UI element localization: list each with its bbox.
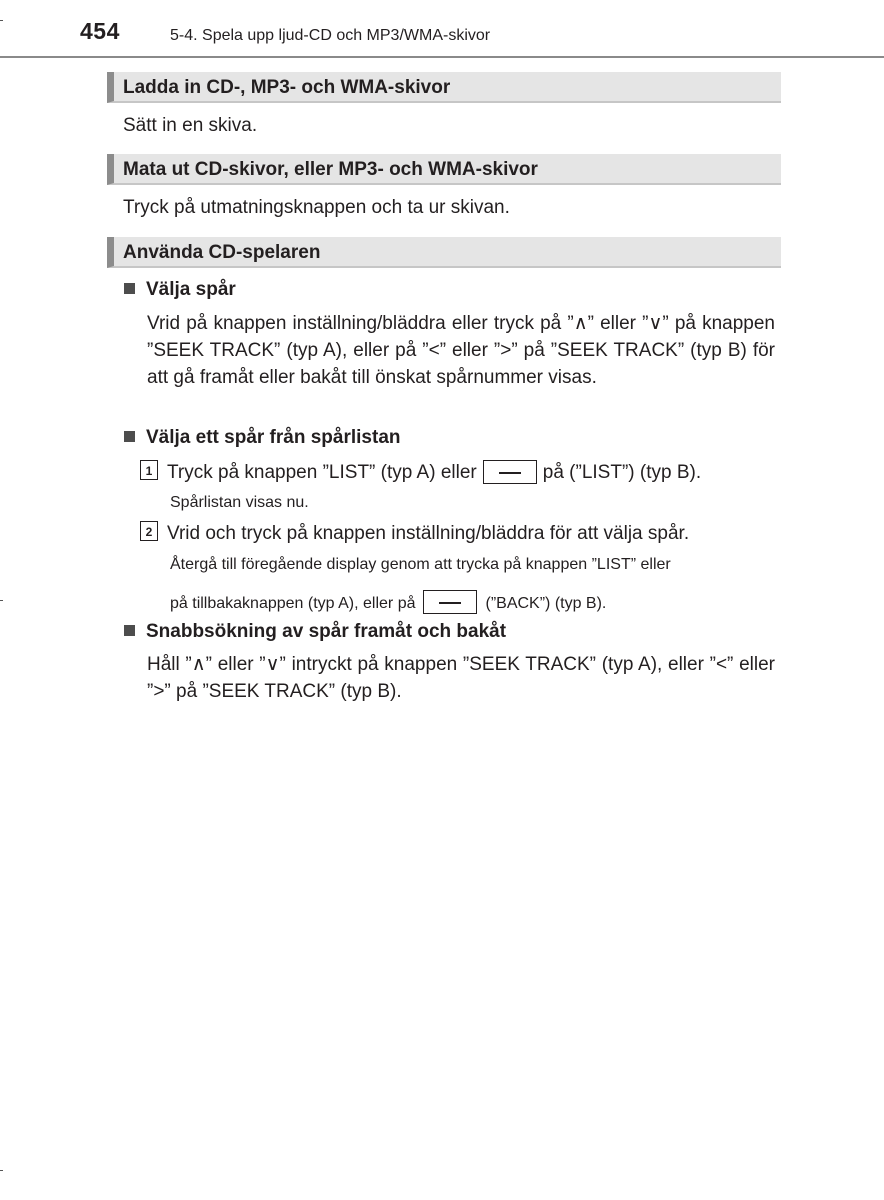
subheading-fast-search [124,621,506,643]
square-bullet-icon [124,431,135,442]
square-bullet-icon [124,283,135,294]
header-divider [0,56,884,58]
step-1 [140,460,701,484]
paragraph-select-track: Vrid på knappen inställning/bläddra eller tryck på ”∧” eller ”∨” på knappen ”SEEK TRACK” (typ A), eller på ”<” eller ”>” på ”SEEK TRACK” (typ B) för att gå framåt eller bakåt till önskat spårnummer visas. [147,313,775,388]
subheading-label: Välja ett spår från spårlistan [146,427,401,448]
section-text-eject: Tryck på utmatningsknappen och ta ur skivan. [123,197,510,218]
subheading-select-from-list [124,427,401,449]
section-text-load: Sätt in en skiva. [123,115,258,136]
section-heading-label: Mata ut CD-skivor, eller MP3- och WMA-skivor [123,159,538,180]
step-text: Tryck på knappen ”LIST” (typ A) eller [167,462,477,483]
chapter-title: 5-4. Spela upp ljud-CD och MP3/WMA-skivor [170,27,491,44]
paragraph-fast-search: Håll ”∧” eller ”∨” intryckt på knappen ”SEEK TRACK” (typ A), eller ”<” eller ”>” på ”SEEK TRACK” (typ B). [147,654,775,702]
subheading-label: Välja spår [146,279,236,300]
section-heading-use [107,237,781,268]
step-number: 2 [140,521,158,541]
note-text: (”BACK”) (typ B). [485,595,607,612]
step-text: på (”LIST”) (typ B). [542,462,702,483]
step-text: Vrid och tryck på knappen inställning/bläddra för att välja spår. [167,523,690,544]
step-2-note-line-2 [170,590,606,614]
subheading-label: Snabbsökning av spår framåt och bakåt [146,621,507,642]
back-button-icon [423,590,477,614]
step-1-note: Spårlistan visas nu. [170,494,309,511]
subheading-select-track [124,279,236,301]
list-button-icon [483,460,537,484]
step-number: 1 [140,460,158,480]
section-heading-eject [107,154,781,185]
crop-mark [0,1170,3,1171]
crop-mark [0,20,3,21]
section-heading-label: Ladda in CD-, MP3- och WMA-skivor [123,77,451,98]
step-2-note-line-1: Återgå till föregående display genom att trycka på knappen ”LIST” eller [170,556,671,573]
note-text: på tillbakaknappen (typ A), eller på [170,595,416,612]
step-2 [140,521,689,545]
crop-mark [0,600,3,601]
section-heading-label: Använda CD-spelaren [123,242,321,263]
page-number: 454 [80,18,120,44]
square-bullet-icon [124,625,135,636]
section-heading-load [107,72,781,103]
